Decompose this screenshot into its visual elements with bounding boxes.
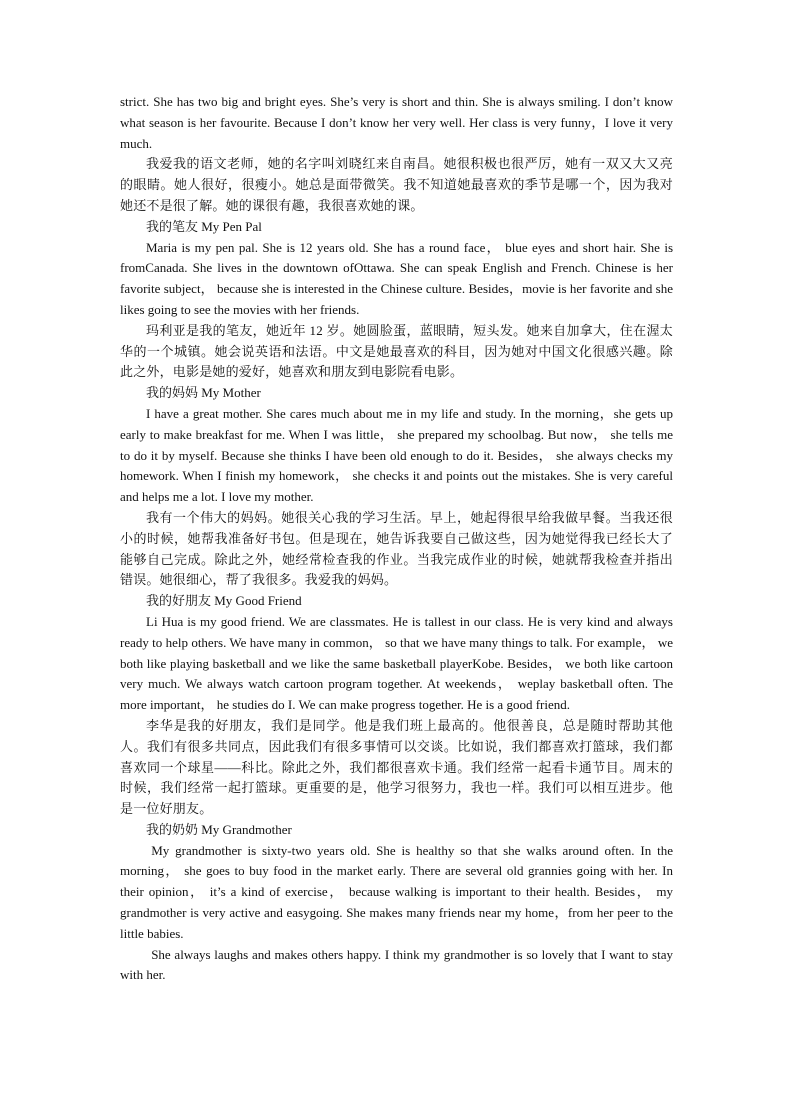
- paragraph-pen-pal-cn: 玛利亚是我的笔友，她近年 12 岁。她圆脸蛋，蓝眼睛，短头发。她来自加拿大，住在渥太华的一个城镇。她会说英语和法语。中文是她最喜欢的科目，因为她对中国文化很感兴趣。除此之外，电影是她的爱好，她喜欢和朋友到电影院看电影。: [120, 322, 673, 380]
- paragraph-mother-cn: 我有一个伟大的妈妈。她很关心我的学习生活。早上，她起得很早给我做早餐。当我还很小的时候，她帮我准备好书包。但是现在，她告诉我要自己做这些，因为她觉得我已经长大了能够自己完成。除此之外，她经常检查我的作业。当我完成作业的时候，她就帮我检查并指出错误。她很细心，帮了我很多。我爱我的妈妈。: [120, 509, 673, 588]
- document-page: [120, 92, 673, 986]
- paragraph-good-friend-en: Li Hua is my good friend. We are classmates. He is tallest in our class. He is very kind and always ready to help others. We have many in common， so that we have many things to talk. For example， we both like playing basketball and we like the same basketball playerKobe. Besides， we both like cartoon very much. We always watch cartoon program together. At weekends， weplay basketball often. The more important， he studies do I. We can make progress together. He is a good friend.: [120, 613, 673, 713]
- paragraph-good-friend-cn: 李华是我的好朋友，我们是同学。他是我们班上最高的。他很善良，总是随时帮助其他人。我们有很多共同点，因此我们有很多事情可以交谈。比如说，我们都喜欢打篮球，我们都喜欢同一个球星——科比。除此之外，我们都很喜欢卡通。我们经常一起看卡通节目。周末的时候，我们经常一起打篮球。更重要的是，他学习很努力，我也一样。我们可以相互进步。他是一位好朋友。: [120, 717, 673, 817]
- paragraph-teacher-en-tail: strict. She has two big and bright eyes. She’s very is short and thin. She is always smiling. I don’t know what season is her favourite. Because I don’t know her very well. Her class is very funny，I love it very much.: [120, 94, 673, 151]
- paragraph-mother-en: I have a great mother. She cares much about me in my life and study. In the morning，she gets up early to make breakfast for me. When I was little， she prepared my schoolbag. But now， she tells me to do it by myself. Because she thinks I have been old enough to do it. Besides， she always checks my homework. When I finish my homework， she checks it and points out the mistakes. She is very careful and helps me a lot. I love my mother.: [120, 405, 673, 505]
- paragraph-grandmother-en-2: She always laughs and makes others happy. I think my grandmother is so lovely that I want to stay with her.: [120, 946, 673, 983]
- paragraph-pen-pal-en: Maria is my pen pal. She is 12 years old. She has a round face， blue eyes and short hair. She is fromCanada. She lives in the downtown ofOttawa. She can speak English and French. Chinese is her favorite subject， because she is interested in the Chinese culture. Besides，movie is her favorite and she likes going to see the movies with her friends.: [120, 239, 673, 317]
- section-heading-pen-pal: 我的笔友 My Pen Pal: [146, 218, 262, 234]
- section-heading-good-friend: 我的好朋友 My Good Friend: [146, 593, 302, 609]
- paragraph-teacher-cn: 我爱我的语文老师，她的名字叫刘晓红来自南昌。她很积极也很严厉，她有一双又大又亮的眼睛。她人很好，很瘦小。她总是面带微笑。我不知道她最喜欢的季节是哪一个，因为我对她还不是很了解。她的课很有趣，我很喜欢她的课。: [120, 156, 673, 213]
- section-heading-grandmother: 我的奶奶 My Grandmother: [146, 821, 292, 837]
- section-heading-mother: 我的妈妈 My Mother: [146, 385, 261, 401]
- paragraph-grandmother-en-1: My grandmother is sixty-two years old. She is healthy so that she walks around often. In the morning， she goes to buy food in the market early. There are several old grannies going with her. In their opinion， it’s a kind of exercise， because walking is important to their health. Besides， my grandmother is very active and easygoing. She makes many friends near my home，from her peer to the little babies.: [120, 842, 673, 941]
